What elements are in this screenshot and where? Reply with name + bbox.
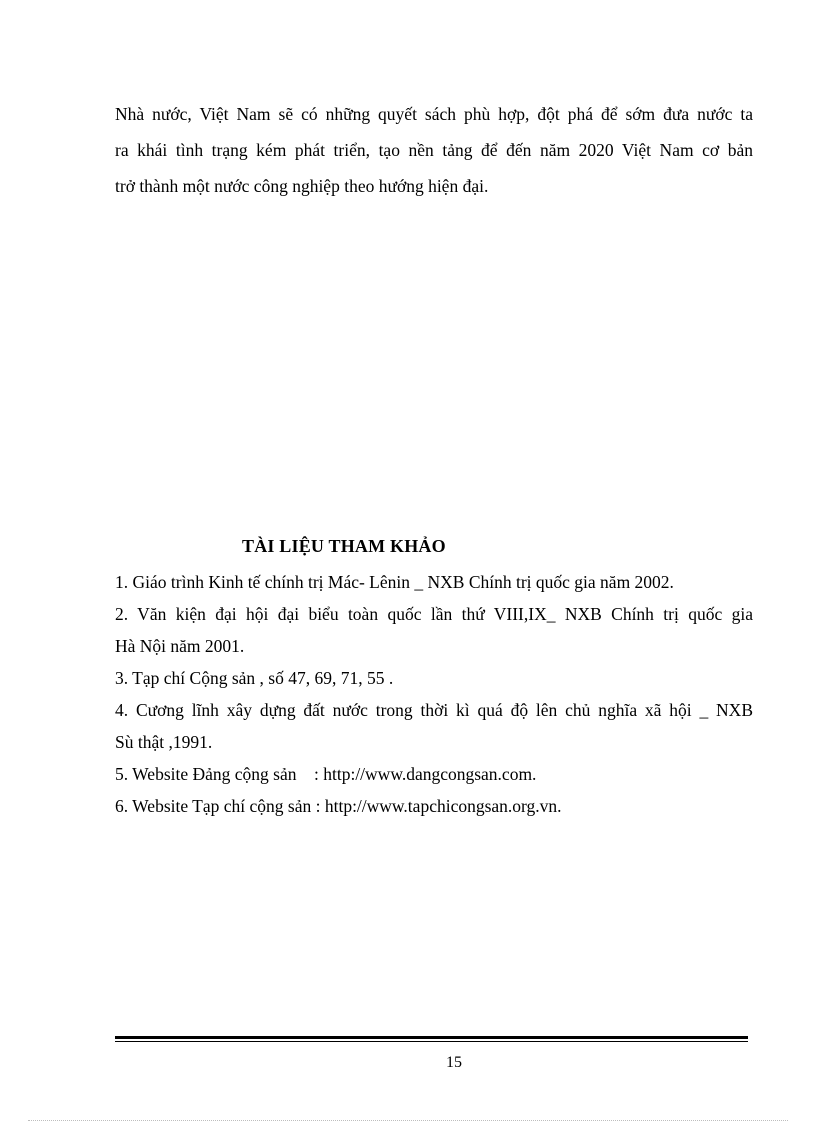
footer-rule-thin xyxy=(115,1041,748,1042)
reference-item: 2. Văn kiện đại hội đại biểu toàn quốc lần thứ VIII,IX_ NXB Chính trị quốc gia xyxy=(115,604,753,624)
reference-item-continued: Hà Nội năm 2001. xyxy=(115,636,245,656)
reference-item: 5. Website Đảng cộng sản : http://www.dangcongsan.com. xyxy=(115,764,537,784)
footer-rule-thick xyxy=(115,1036,748,1039)
references-title: TÀI LIỆU THAM KHẢO xyxy=(242,536,446,556)
references-list xyxy=(115,566,753,822)
reference-item: 4. Cương lĩnh xây dựng đất nước trong thời kì quá độ lên chủ nghĩa xã hội _ NXB xyxy=(115,700,753,720)
paragraph-line: Nhà nước, Việt Nam sẽ có những quyết sách phù hợp, đột phá để sớm đưa nước ta xyxy=(115,104,753,124)
paragraph-line: trở thành một nước công nghiệp theo hướng hiện đại. xyxy=(115,176,489,196)
reference-item: 6. Website Tạp chí cộng sản : http://www.tapchicongsan.org.vn. xyxy=(115,796,562,816)
paragraph-line: ra khái tình trạng kém phát triển, tạo nền tảng để đến năm 2020 Việt Nam cơ bản xyxy=(115,140,753,160)
reference-item: 3. Tạp chí Cộng sản , số 47, 69, 71, 55 . xyxy=(115,668,394,688)
closing-paragraph xyxy=(115,96,753,204)
reference-item: 1. Giáo trình Kinh tế chính trị Mác- Lênin _ NXB Chính trị quốc gia năm 2002. xyxy=(115,572,674,592)
page-number: 15 xyxy=(446,1054,462,1071)
reference-item-continued: Sù thật ,1991. xyxy=(115,732,213,752)
page-boundary-dotted-line xyxy=(28,1120,788,1121)
